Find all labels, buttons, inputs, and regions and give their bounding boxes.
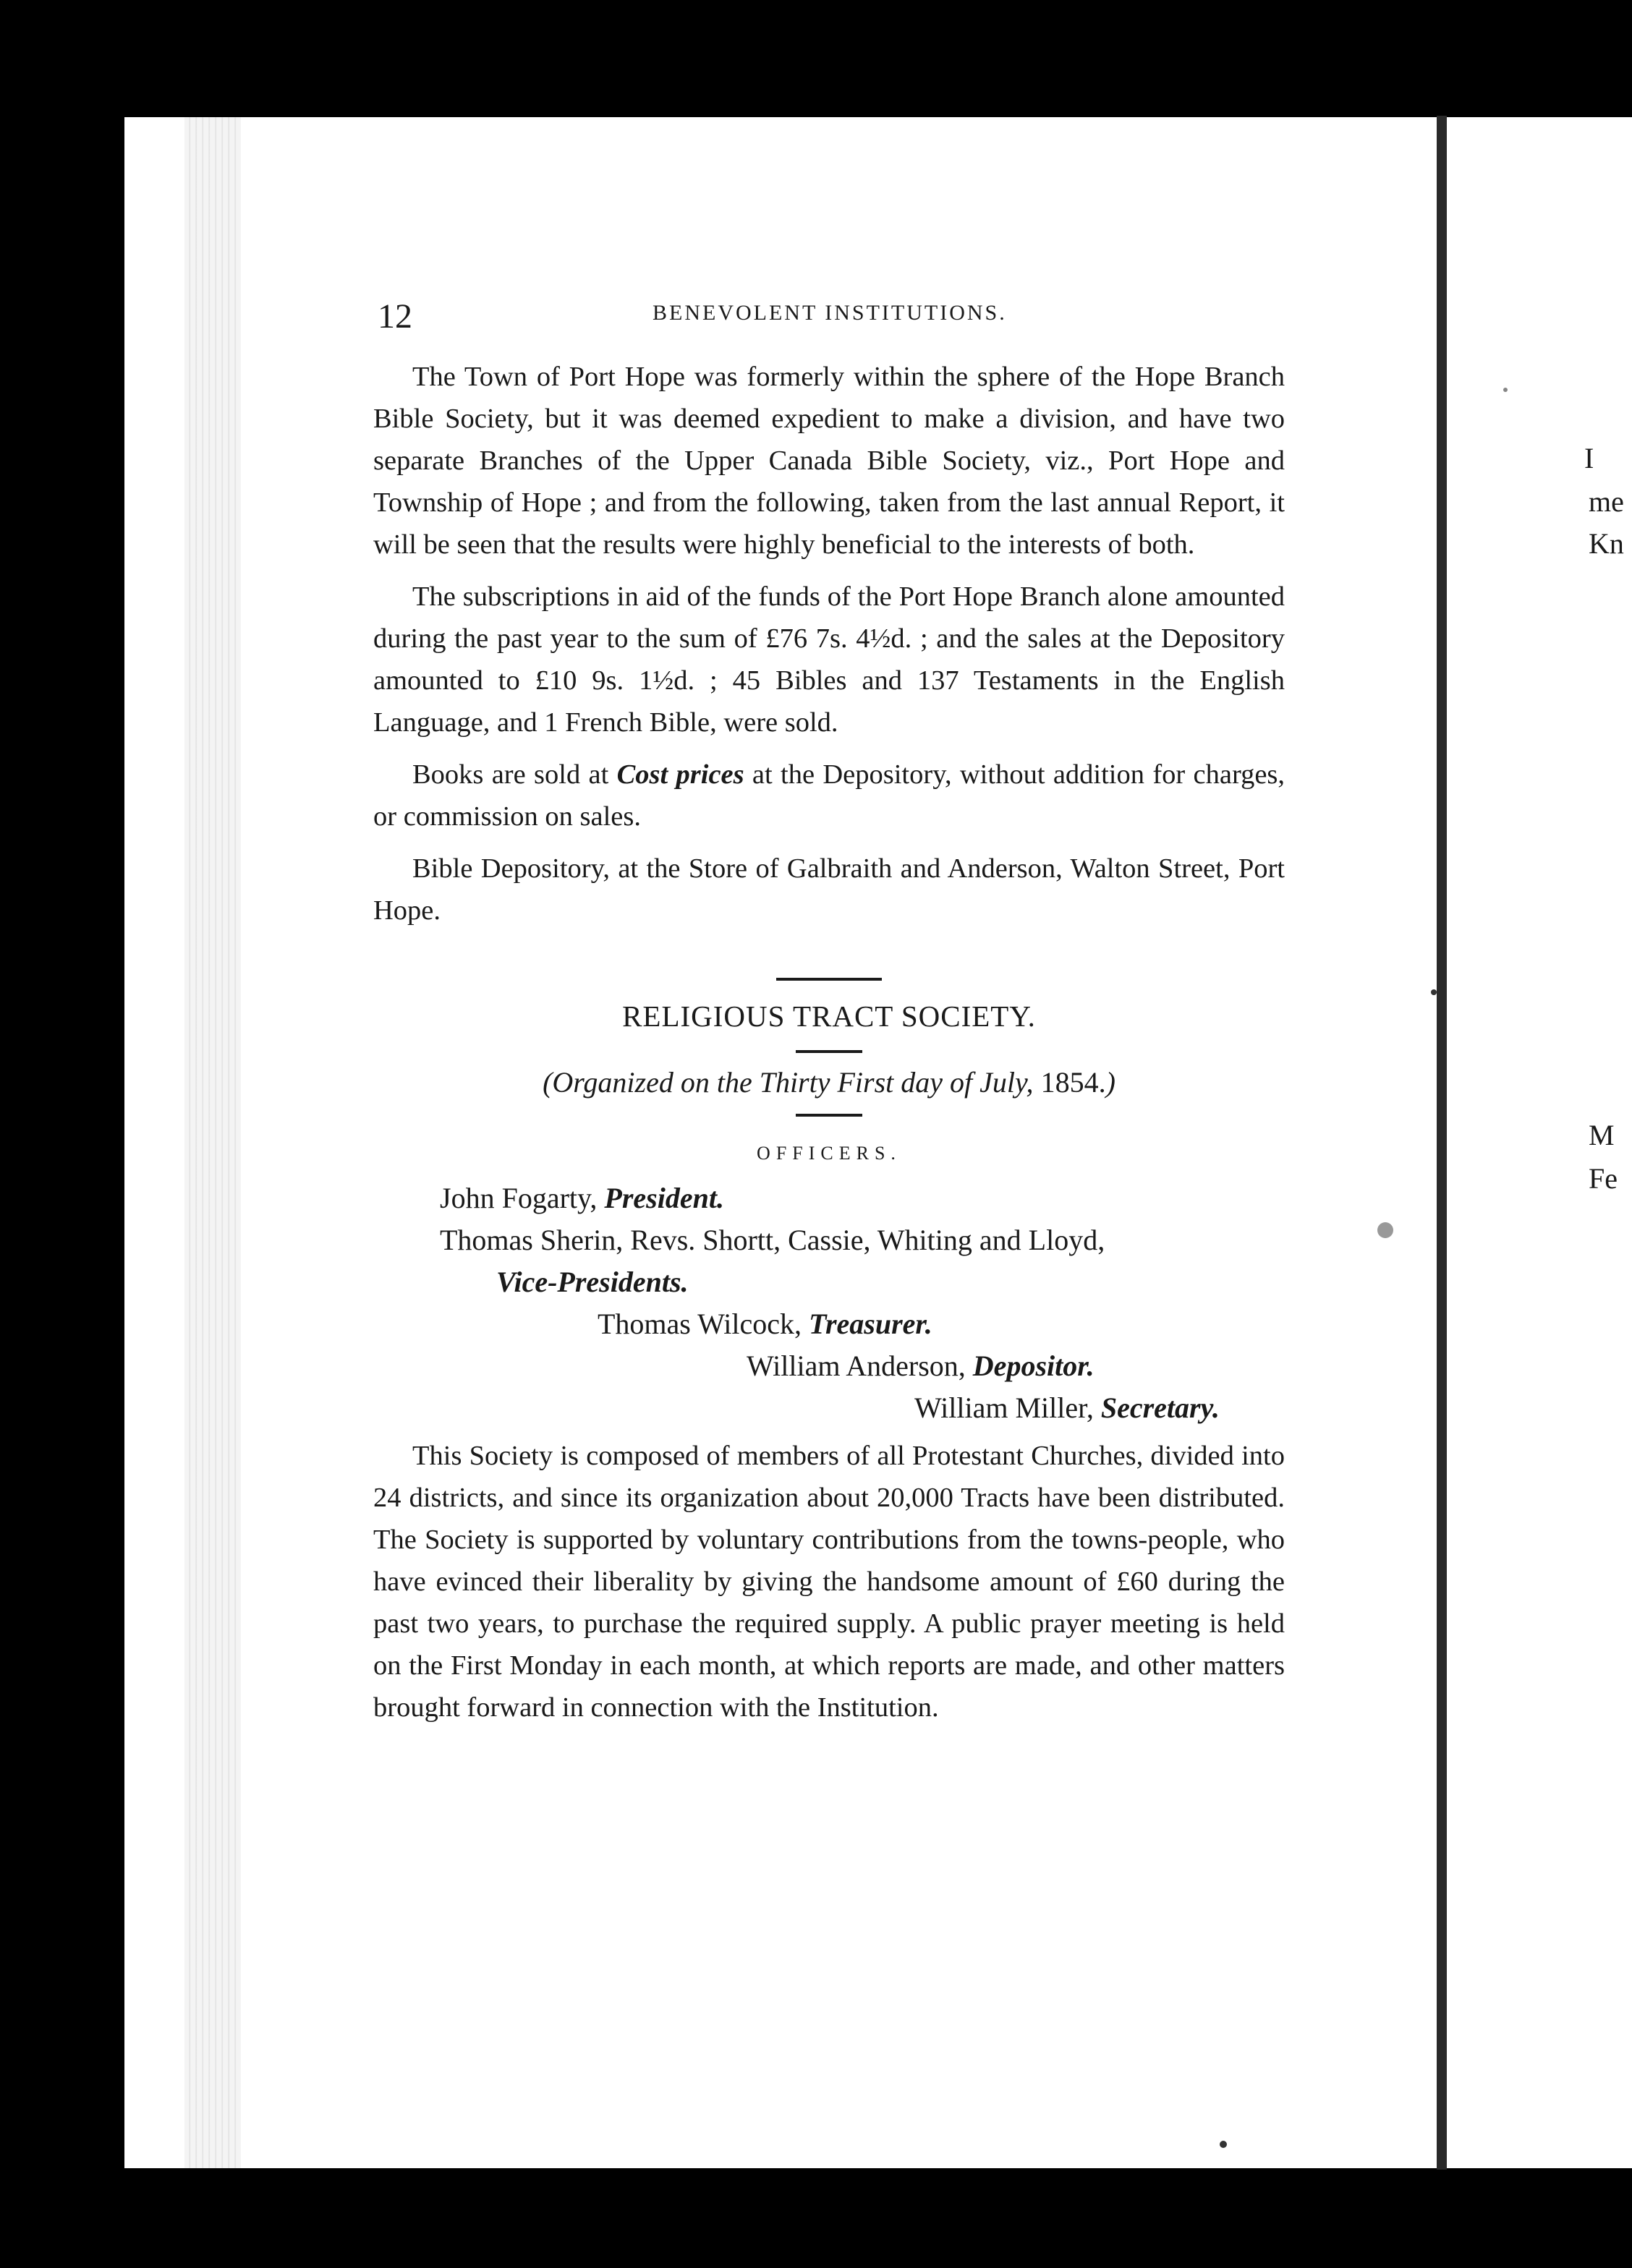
section-heading: RELIGIOUS TRACT SOCIETY. bbox=[622, 999, 1036, 1033]
officer-role: Secretary. bbox=[1100, 1391, 1220, 1424]
facing-page-fragment: me bbox=[1589, 485, 1624, 518]
officer-president bbox=[373, 1177, 1285, 1219]
officer-depositor bbox=[373, 1345, 1285, 1387]
officer-role: Treasurer. bbox=[809, 1308, 932, 1340]
officer-role: Vice-Presidents. bbox=[496, 1266, 689, 1298]
page-body bbox=[373, 356, 1285, 1728]
facing-page-fragment: M bbox=[1589, 1119, 1615, 1151]
officer-name: Thomas Sherin, Revs. Shortt, Cassie, Whiting and Lloyd, bbox=[440, 1224, 1105, 1256]
officer-name: Thomas Wilcock, bbox=[598, 1308, 809, 1340]
print-speck bbox=[1431, 989, 1437, 995]
officer-name: William Miller, bbox=[914, 1391, 1101, 1424]
heading-rule bbox=[796, 1050, 862, 1053]
facing-page-fragment: I bbox=[1584, 442, 1594, 474]
facing-page-fragment: Fe bbox=[1589, 1162, 1618, 1195]
officer-secretary bbox=[373, 1387, 1285, 1429]
officer-role: Depositor. bbox=[972, 1350, 1095, 1382]
heading-rule bbox=[796, 1114, 862, 1117]
organized-date: (Organized on the Thirty First day of July, 1854.) bbox=[543, 1066, 1115, 1099]
officer-treasurer bbox=[373, 1303, 1285, 1345]
paragraph-subscriptions: The subscriptions in aid of the funds of the Port Hope Branch alone amounted during the past year to the sum of £76 7s. 4½d. ; and the sales at the Depository amounted to £10 9s. 1½d. ; 45 Bibles and 137 Testaments in the English Language, and 1 French Bible, were sold. bbox=[373, 581, 1285, 738]
section-divider bbox=[776, 978, 882, 981]
organized-date-italic: Organized on the Thirty First day of July, bbox=[552, 1066, 1034, 1099]
officer-role: President. bbox=[604, 1182, 724, 1214]
book-gutter bbox=[1437, 116, 1447, 2170]
page-spine bbox=[184, 117, 241, 2168]
paragraph-port-hope: The Town of Port Hope was formerly within the sphere of the Hope Branch Bible Society, but it was deemed expedient to make a division, and have two separate Branches of the Upper Canada Bible Society, viz., Port Hope and Township of Hope ; and from the following, taken from the last annual Report, it will be seen that the results were highly beneficial to the interests of both. bbox=[373, 362, 1285, 560]
print-speck bbox=[1377, 1222, 1393, 1238]
officers-list bbox=[373, 1177, 1285, 1429]
books-text-emphasis: Cost prices bbox=[616, 759, 744, 790]
officer-name: John Fogarty, bbox=[440, 1182, 605, 1214]
paragraph-books bbox=[373, 754, 1285, 837]
officers-label: OFFICERS. bbox=[757, 1143, 901, 1164]
print-speck bbox=[1503, 388, 1508, 392]
officer-vice-presidents bbox=[373, 1219, 1285, 1261]
page-number: 12 bbox=[378, 297, 412, 336]
officer-name: William Anderson, bbox=[747, 1350, 973, 1382]
print-speck bbox=[1220, 2141, 1227, 2148]
paragraph-depository: Bible Depository, at the Store of Galbraith and Anderson, Walton Street, Port Hope. bbox=[373, 853, 1285, 926]
running-title: BENEVOLENT INSTITUTIONS. bbox=[653, 301, 1007, 325]
facing-page bbox=[1447, 117, 1632, 2168]
organized-year: 1854. bbox=[1040, 1066, 1106, 1099]
books-text-before: Books are sold at bbox=[412, 759, 617, 790]
paragraph-society-description: This Society is composed of members of all Protestant Churches, divided into 24 districts, and since its organization about 20,000 Tracts have been distributed. The Society is supported by voluntary contributions from the towns-people, who have evinced their liberality by giving the handsome amount of £60 during the past two years, to purchase the required supply. A public prayer meeting is held on the First Monday in each month, at which reports are made, and other matters brought forward in connection with the Institution. bbox=[373, 1441, 1285, 1723]
facing-page-fragment: Kn bbox=[1589, 527, 1624, 560]
officer-vice-presidents-role bbox=[373, 1261, 1285, 1303]
books-text-after: at the Depository, without addition for charges, or commission on sales. bbox=[373, 759, 1285, 832]
